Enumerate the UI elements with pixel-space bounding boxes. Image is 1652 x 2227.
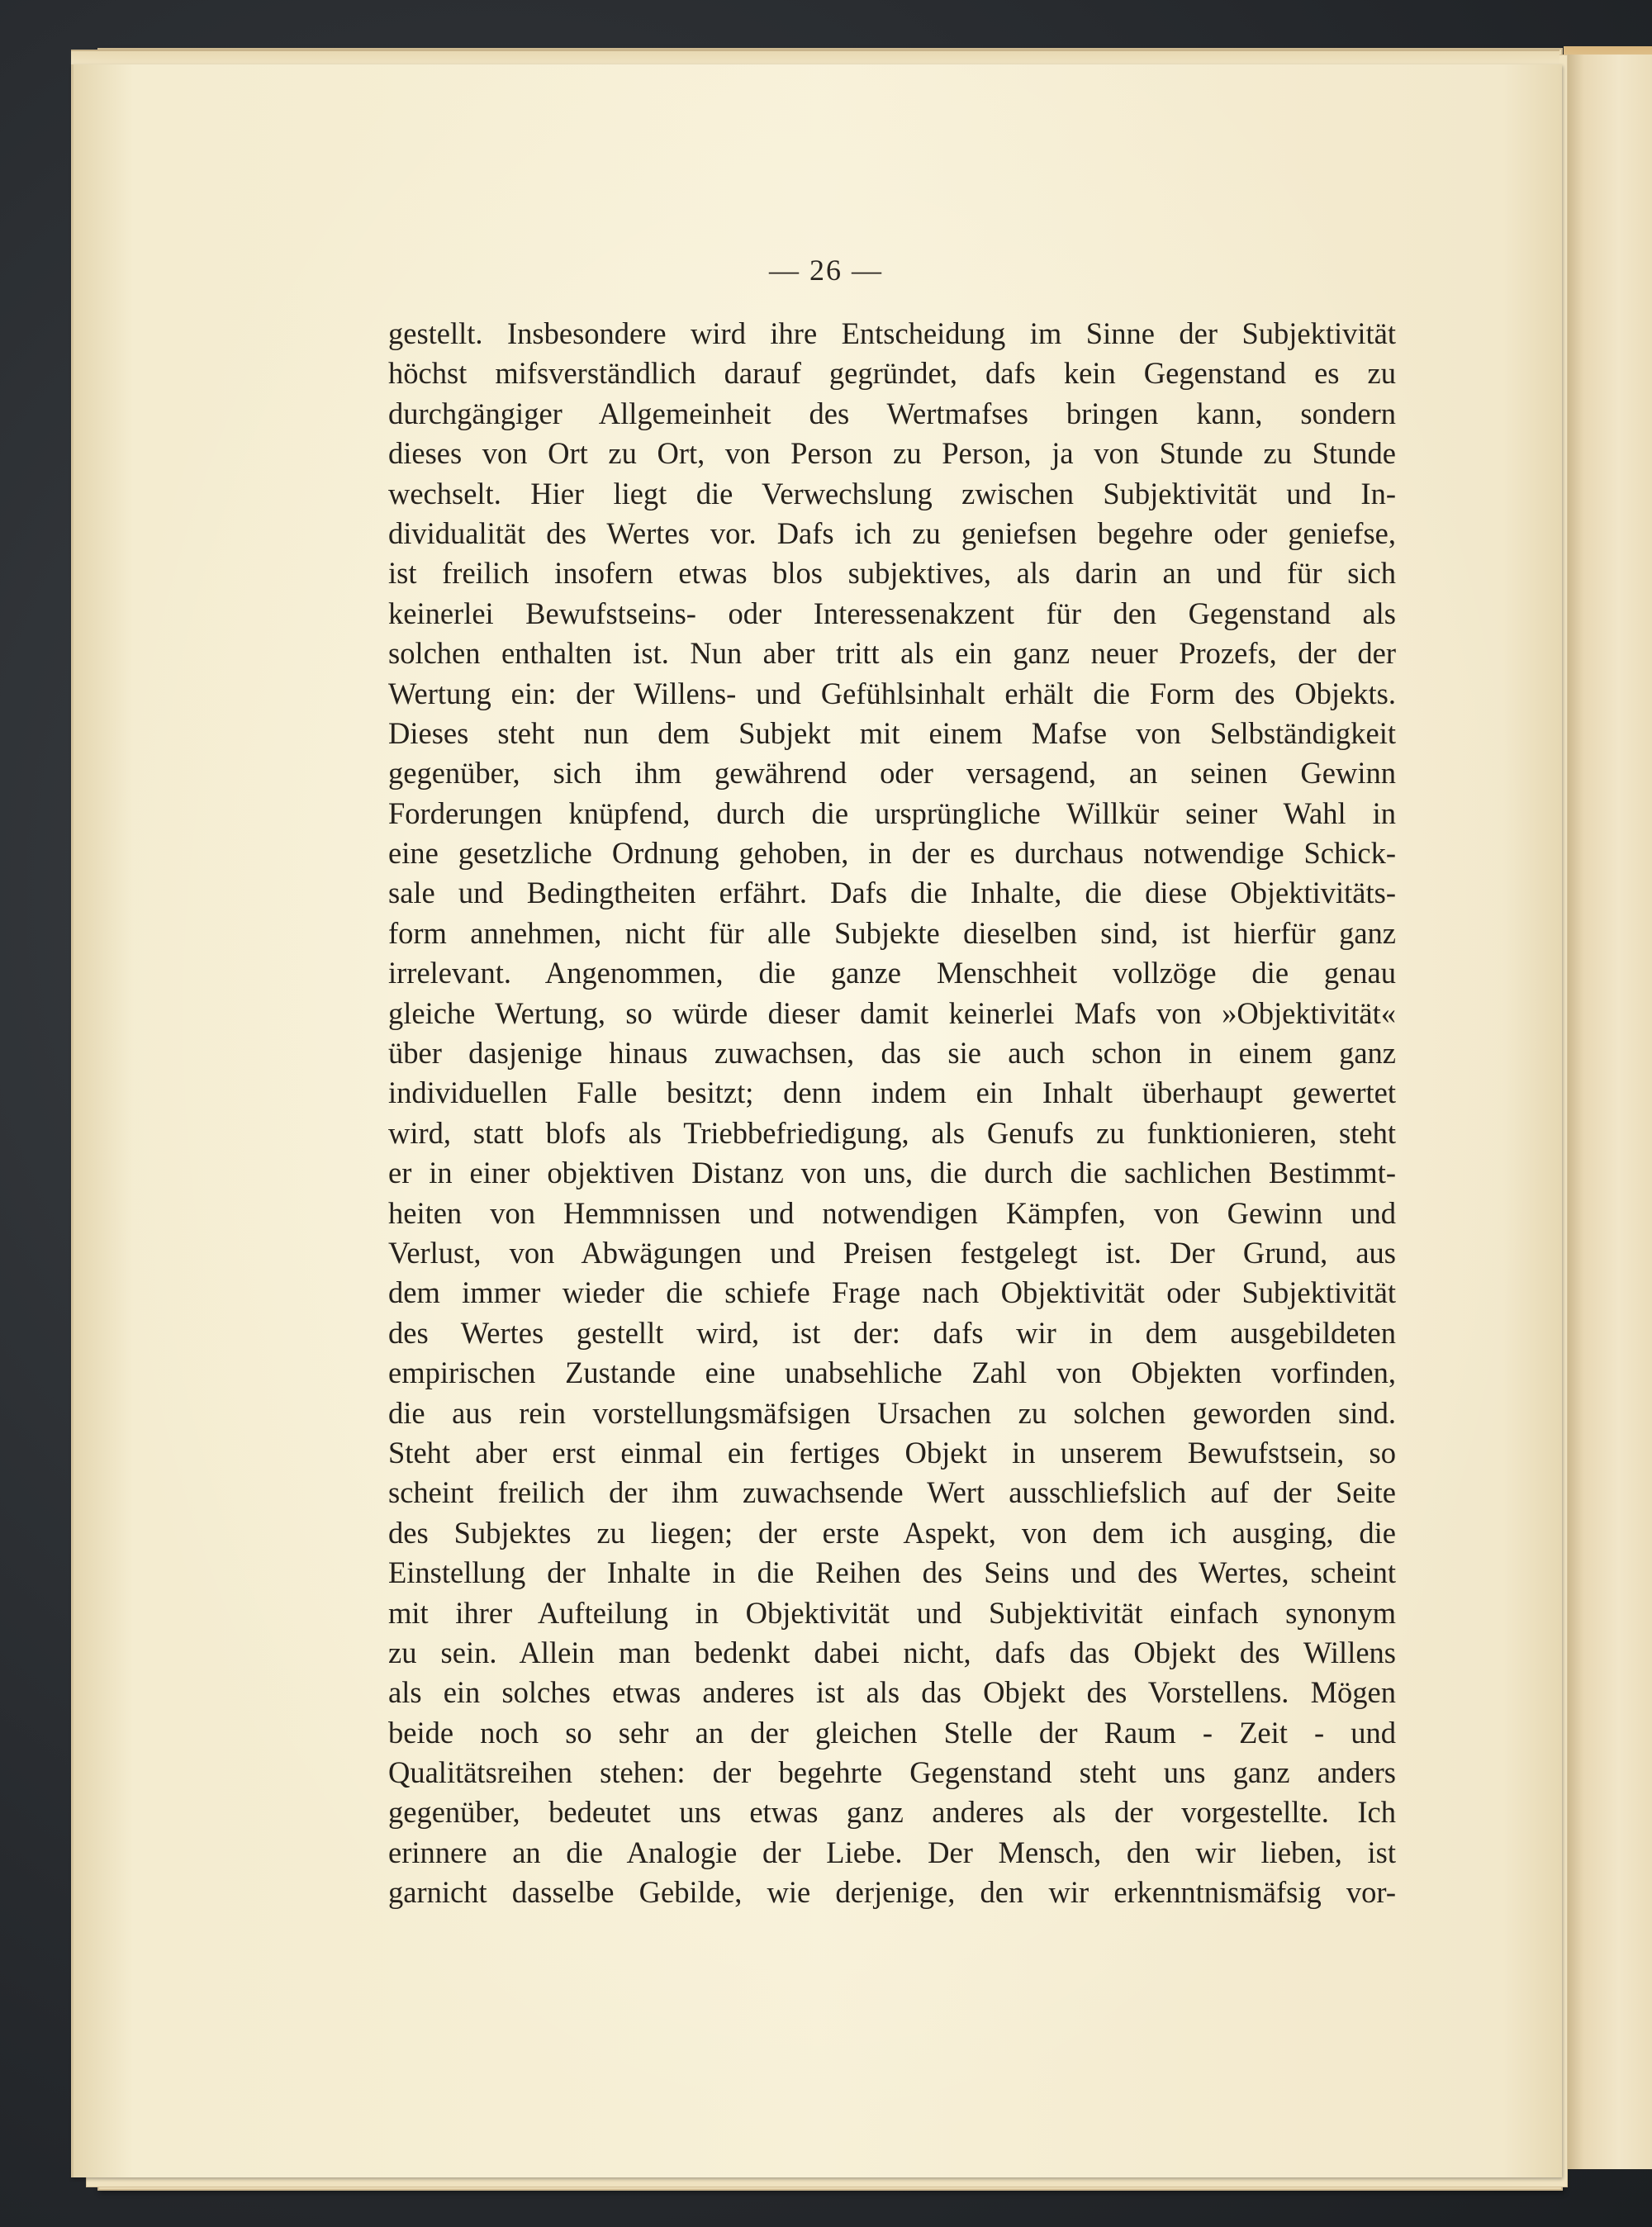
text-line: Dieses steht nun dem Subjekt mit einem Mafse von Selbständigkeit	[388, 715, 1396, 750]
text-line: heiten von Hemmnissen und notwendigen Kämpfen, von Gewinn und	[388, 1195, 1396, 1230]
text-line: dieses von Ort zu Ort, von Person zu Person, ja von Stunde zu Stunde	[388, 436, 1396, 471]
text-line: wechselt. Hier liegt die Verwechslung zwischen Subjektivität und In-	[388, 476, 1396, 510]
text-line: scheint freilich der ihm zuwachsende Wert ausschliefslich auf der Seite	[388, 1475, 1396, 1510]
text-line: mit ihrer Aufteilung in Objektivität und Subjektivität einfach synonym	[388, 1595, 1396, 1630]
text-line: Verlust, von Abwägungen und Preisen festgelegt ist. Der Grund, aus	[388, 1235, 1396, 1270]
body-text	[388, 314, 1396, 1913]
text-line: Einstellung der Inhalte in die Reihen des Seins und des Wertes, scheint	[388, 1555, 1396, 1590]
text-line: des Subjektes zu liegen; der erste Aspekt, von dem ich ausging, die	[388, 1515, 1396, 1550]
text-line: ist freilich insofern etwas blos subjektives, als darin an und für sich	[388, 556, 1396, 591]
text-line: individuellen Falle besitzt; denn indem ein Inhalt überhaupt gewertet	[388, 1076, 1396, 1110]
text-line: Wertung ein: der Willens- und Gefühlsinhalt erhält die Form des Objekts.	[388, 676, 1396, 710]
text-line: dividualität des Wertes vor. Dafs ich zu geniefsen begehre oder geniefse,	[388, 515, 1396, 550]
text-line: gleiche Wertung, so würde dieser damit keinerlei Mafs von »Objektivität«	[388, 995, 1396, 1030]
text-line: dem immer wieder die schiefe Frage nach Objektivität oder Subjektivität	[388, 1275, 1396, 1310]
page-number: — 26 —	[769, 254, 883, 287]
text-line: gegenüber, sich ihm gewährend oder versagend, an seinen Gewinn	[388, 756, 1396, 791]
text-line: Steht aber erst einmal ein fertiges Objekt in unserem Bewufstsein, so	[388, 1435, 1396, 1470]
text-line: Qualitätsreihen stehen: der begehrte Gegenstand steht uns ganz anders	[388, 1755, 1396, 1790]
text-line: irrelevant. Angenommen, die ganze Menschheit vollzöge die genau	[388, 956, 1396, 990]
text-line: höchst mifsverständlich darauf gegründet, dafs kein Gegenstand es zu	[388, 356, 1396, 391]
text-line: die aus rein vorstellungsmäfsigen Ursachen zu solchen geworden sind.	[388, 1395, 1396, 1430]
text-line: eine gesetzliche Ordnung gehoben, in der es durchaus notwendige Schick-	[388, 836, 1396, 871]
text-line: durchgängiger Allgemeinheit des Wertmafses bringen kann, sondern	[388, 396, 1396, 430]
text-line: solchen enthalten ist. Nun aber tritt als ein ganz neuer Prozefs, der der	[388, 636, 1396, 671]
text-line: wird, statt blofs als Triebbefriedigung, als Genufs zu funktionieren, steht	[388, 1115, 1396, 1150]
text-line: empirischen Zustande eine unabsehliche Zahl von Objekten vorfinden,	[388, 1356, 1396, 1390]
text-line: über dasjenige hinaus zuwachsen, das sie auch schon in einem ganz	[388, 1036, 1396, 1071]
facing-page-edge	[1564, 55, 1652, 2169]
text-line: als ein solches etwas anderes ist als das Objekt des Vorstellens. Mögen	[388, 1675, 1396, 1710]
text-line: keinerlei Bewufstseins- oder Interessenakzent für den Gegenstand als	[388, 596, 1396, 630]
text-line: garnicht dasselbe Gebilde, wie derjenige, den wir erkenntnismäfsig vor-	[388, 1875, 1396, 1910]
text-line: form annehmen, nicht für alle Subjekte dieselben sind, ist hierfür ganz	[388, 915, 1396, 950]
text-line: erinnere an die Analogie der Liebe. Der Mensch, den wir lieben, ist	[388, 1835, 1396, 1869]
text-line: er in einer objektiven Distanz von uns, die durch die sachlichen Bestimmt-	[388, 1156, 1396, 1190]
text-line: des Wertes gestellt wird, ist der: dafs wir in dem ausgebildeten	[388, 1315, 1396, 1350]
text-line: gegenüber, bedeutet uns etwas ganz anderes als der vorgestellte. Ich	[388, 1795, 1396, 1830]
text-line: beide noch so sehr an der gleichen Stelle der Raum - Zeit - und	[388, 1715, 1396, 1750]
text-line: sale und Bedingtheiten erfährt. Dafs die Inhalte, die diese Objektivitäts-	[388, 876, 1396, 910]
text-line: Forderungen knüpfend, durch die ursprüngliche Willkür seiner Wahl in	[388, 795, 1396, 830]
text-line: gestellt. Insbesondere wird ihre Entscheidung im Sinne der Subjektivität	[388, 316, 1396, 350]
text-line: zu sein. Allein man bedenkt dabei nicht, dafs das Objekt des Willens	[388, 1635, 1396, 1669]
